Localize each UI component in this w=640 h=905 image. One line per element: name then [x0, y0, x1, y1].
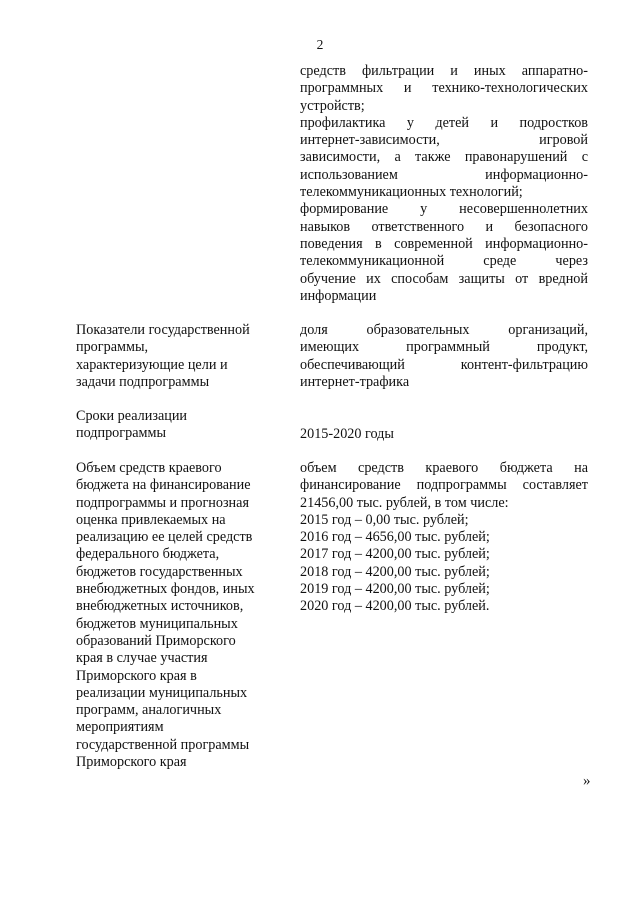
- text-line: телекоммуникационной среде через: [300, 253, 588, 270]
- text-line: информации: [300, 287, 377, 304]
- text-line: программ, аналогичных: [76, 702, 222, 719]
- text-line: доля образовательных организаций,: [300, 322, 588, 338]
- text-line: интернет-зависимости, игровой: [300, 132, 588, 149]
- text-line: мероприятиям: [76, 719, 164, 736]
- budget-label: [76, 460, 276, 771]
- text-line: имеющих программный продукт,: [300, 339, 588, 356]
- text-line: интернет-трафика: [300, 373, 410, 390]
- text-line: зависимости, а также правонарушений с: [300, 149, 588, 166]
- text-line: 2017 год – 4200,00 тыс. рублей;: [300, 546, 490, 563]
- text-line: внебюджетных источников,: [76, 598, 244, 615]
- indicators-label: [76, 322, 276, 391]
- text-line: телекоммуникационных технологий;: [300, 184, 523, 201]
- text-line: 2019 год – 4200,00 тыс. рублей;: [300, 581, 490, 598]
- text-line: задачи подпрограммы: [76, 373, 210, 390]
- text-line: подпрограммы и прогнозная: [76, 494, 249, 511]
- text-line: формирование у несовершеннолетних: [300, 201, 588, 218]
- text-line: устройств;: [300, 97, 365, 114]
- text-line: обучение их способам защиты от вредной: [300, 270, 588, 287]
- text-line: Приморского края: [76, 754, 187, 771]
- text-line: реализацию ее целей средств: [76, 529, 253, 546]
- indicators-value: [300, 322, 588, 391]
- text-line: государственной программы: [76, 736, 250, 753]
- page-number: 2: [316, 37, 324, 52]
- closing-quote: »: [583, 773, 591, 789]
- text-line: 2018 год – 4200,00 тыс. рублей;: [300, 563, 490, 580]
- text-line: средств фильтрации и иных аппаратно-: [300, 63, 588, 79]
- text-line: 2016 год – 4656,00 тыс. рублей;: [300, 529, 490, 546]
- terms-value: 2015-2020 годы: [300, 426, 394, 442]
- text-line: 21456,00 тыс. рублей, в том числе:: [300, 494, 509, 511]
- text-line: бюджетов государственных: [76, 563, 243, 580]
- text-line: обеспечивающий контент-фильтрацию: [300, 356, 588, 373]
- text-line: характеризующие цели и: [76, 356, 228, 373]
- text-line: образований Приморского: [76, 632, 236, 649]
- text-line: Показатели государственной: [76, 322, 250, 338]
- text-line: края в случае участия: [76, 650, 208, 667]
- text-line: подпрограммы: [76, 425, 166, 442]
- text-line: финансирование подпрограммы составляет: [300, 477, 588, 494]
- text-line: Приморского края в: [76, 667, 197, 684]
- text-line: поведения в современной информационно-: [300, 235, 588, 252]
- text-line: 2015 год – 0,00 тыс. рублей;: [300, 511, 469, 528]
- text-line: реализации муниципальных: [76, 684, 248, 701]
- text-line: объем средств краевого бюджета на: [300, 460, 588, 476]
- budget-value: [300, 460, 588, 616]
- text-line: бюджета на финансирование: [76, 477, 251, 494]
- text-line: навыков ответственного и безопасного: [300, 218, 588, 235]
- text-line: оценка привлекаемых на: [76, 511, 226, 528]
- text-line: бюджетов муниципальных: [76, 615, 238, 632]
- text-line: 2020 год – 4200,00 тыс. рублей.: [300, 598, 490, 615]
- text-line: использованием информационно-: [300, 166, 588, 183]
- terms-label: [76, 408, 276, 443]
- text-line: Объем средств краевого: [76, 460, 222, 476]
- tasks-continuation-text: [300, 63, 588, 305]
- text-line: Сроки реализации: [76, 408, 188, 424]
- text-line: программных и технико-технологических: [300, 80, 588, 97]
- text-line: федерального бюджета,: [76, 546, 220, 563]
- text-line: внебюджетных фондов, иных: [76, 581, 255, 598]
- text-line: профилактика у детей и подростков: [300, 114, 588, 131]
- text-line: программы,: [76, 339, 149, 356]
